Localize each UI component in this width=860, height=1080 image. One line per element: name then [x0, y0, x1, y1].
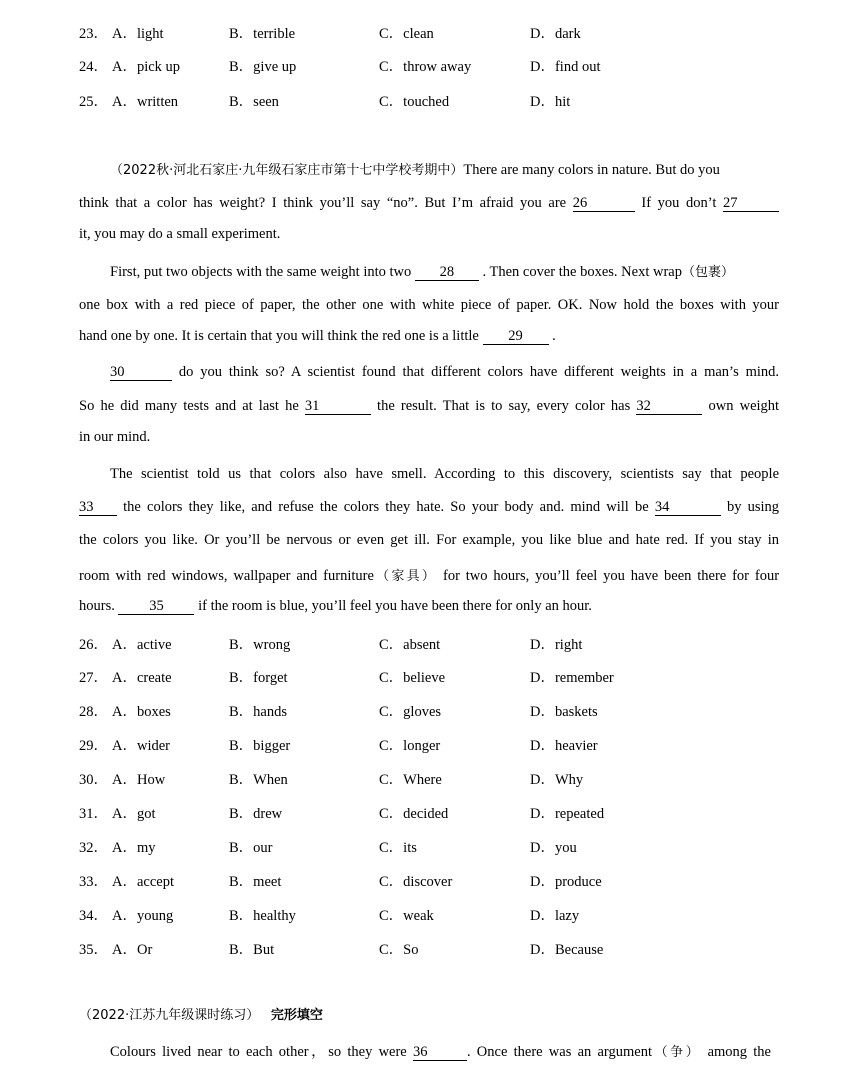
option-b: B．drew	[229, 806, 283, 822]
option-b: B．forget	[229, 670, 288, 686]
option-a: A．young	[112, 908, 174, 924]
blank-34: 34	[655, 500, 721, 516]
section-title: 完形填空	[270, 1008, 323, 1023]
option-a: A．Or	[112, 942, 153, 958]
option-b: B．wrong	[229, 637, 291, 653]
question-number: 28．	[79, 704, 108, 720]
option-c: C．Where	[379, 772, 442, 788]
question-number: 34．	[79, 908, 108, 924]
passage-line	[79, 297, 779, 314]
option-d: D．dark	[530, 26, 581, 42]
question-number: 27．	[79, 670, 108, 686]
question-number: 25．	[79, 94, 108, 110]
passage-text: think that a color has weight? I think you’ll say “no”. But I’m afraid you are	[79, 195, 567, 211]
option-a: A．my	[112, 840, 156, 856]
option-a: A．boxes	[112, 704, 171, 720]
passage-text: hours.	[79, 598, 115, 614]
option-a: A．accept	[112, 874, 174, 890]
option-a: A．pick up	[112, 59, 181, 75]
question-number: 30．	[79, 772, 108, 788]
passage-text: （包裹）	[681, 265, 734, 280]
option-a: A．active	[112, 637, 172, 653]
option-c: C．believe	[379, 670, 446, 686]
passage-line	[79, 565, 779, 585]
passage-text: （争）	[651, 1045, 702, 1060]
option-c: C．decided	[379, 806, 449, 822]
passage-line	[79, 499, 779, 516]
passage-text: First, put two objects with the same weight into two	[110, 264, 412, 280]
passage-text: . Once there was an argument	[466, 1044, 652, 1060]
blank-33: 33	[79, 500, 117, 516]
question-number: 23．	[79, 26, 108, 42]
question-number: 33．	[79, 874, 108, 890]
passage-text: . Then cover the boxes. Next wrap	[482, 264, 682, 280]
option-d: D．Because	[530, 942, 604, 958]
option-c: C．discover	[379, 874, 453, 890]
option-c: C．So	[379, 942, 419, 958]
section-source: （2022·江苏九年级课时练习）	[79, 1008, 260, 1023]
option-d: D．you	[530, 840, 577, 856]
option-d: D．heavier	[530, 738, 598, 754]
option-a: A．got	[112, 806, 156, 822]
passage-text: If you don’t	[641, 195, 717, 211]
blank-27: 27	[723, 196, 779, 212]
passage-text: by using	[726, 499, 780, 515]
option-a: A．create	[112, 670, 172, 686]
option-b: B．bigger	[229, 738, 291, 754]
question-number: 32．	[79, 840, 108, 856]
blank-31: 31	[305, 399, 371, 415]
option-b: B．our	[229, 840, 273, 856]
option-b: B．hands	[229, 704, 287, 720]
passage-line	[110, 466, 779, 483]
option-b: B．When	[229, 772, 288, 788]
passage-line	[79, 195, 779, 212]
passage-line	[79, 398, 779, 415]
question-number: 35．	[79, 942, 108, 958]
passage-text: for two hours, you’ll feel you have been there for four	[442, 568, 780, 584]
option-d: D．right	[530, 637, 583, 653]
option-b: B．But	[229, 942, 275, 958]
blank-30: 30	[110, 365, 172, 381]
option-d: D．Why	[530, 772, 584, 788]
option-b: B．seen	[229, 94, 279, 110]
option-d: D．baskets	[530, 704, 598, 720]
passage-text: it, you may do a small experiment.	[79, 226, 281, 242]
passage-text: So he did many tests and at last he	[79, 398, 299, 414]
option-c: C．its	[379, 840, 417, 856]
passage-line	[79, 328, 779, 345]
passage-text: Colours lived near to each other，so they were	[110, 1044, 407, 1060]
blank-36: 36	[413, 1045, 467, 1061]
passage-text: the colors they like, and refuse the colors they hate. So your body and. mind will be	[123, 499, 649, 515]
option-c: C．longer	[379, 738, 441, 754]
passage-text: （家具）	[373, 569, 438, 584]
option-c: C．touched	[379, 94, 450, 110]
question-number: 31．	[79, 806, 108, 822]
question-number: 24．	[79, 59, 108, 75]
passage-line	[110, 364, 779, 381]
passage-text: do you think so? A scientist found that different colors have different weights in a man’s mind.	[178, 364, 780, 380]
passage-text: room with red windows, wallpaper and furniture	[79, 568, 374, 584]
option-b: B．give up	[229, 59, 297, 75]
passage-source: （2022秋·河北石家庄·九年级石家庄市第十七中学校考期中）	[110, 163, 464, 178]
passage-text: The scientist told us that colors also have smell. According to this discovery, scientists say that people	[110, 466, 779, 482]
option-c: C．absent	[379, 637, 441, 653]
option-c: C．gloves	[379, 704, 442, 720]
option-d: D．lazy	[530, 908, 580, 924]
passage-text: in our mind.	[79, 429, 151, 445]
blank-28: 28	[415, 265, 479, 281]
passage-text: hand one by one. It is certain that you will think the red one is a little	[79, 328, 479, 344]
question-number: 29．	[79, 738, 108, 754]
passage-line	[110, 1040, 771, 1061]
option-d: D．repeated	[530, 806, 605, 822]
passage-line	[110, 261, 779, 281]
passage-text: There are many colors in nature. But do you	[463, 162, 720, 178]
option-a: A．wider	[112, 738, 170, 754]
option-b: B．meet	[229, 874, 282, 890]
option-b: B．terrible	[229, 26, 296, 42]
passage-line	[79, 532, 779, 549]
passage-text: .	[552, 328, 556, 344]
option-d: D．produce	[530, 874, 602, 890]
option-c: C．clean	[379, 26, 434, 42]
blank-32: 32	[636, 399, 702, 415]
option-c: C．throw away	[379, 59, 472, 75]
blank-29: 29	[483, 329, 549, 345]
passage-line	[110, 159, 779, 179]
passage-text: if the room is blue, you’ll feel you have been there for only an hour.	[198, 598, 592, 614]
passage-text: the result. That is to say, every color has	[377, 398, 631, 414]
option-c: C．weak	[379, 908, 434, 924]
blank-35: 35	[118, 599, 194, 615]
passage-text: the colors you like. Or you’ll be nervous or even get ill. For example, you like blue and hate red. If you stay in	[79, 532, 779, 548]
passage-text: own weight	[708, 398, 780, 414]
option-d: D．hit	[530, 94, 571, 110]
blank-26: 26	[573, 196, 635, 212]
option-b: B．healthy	[229, 908, 296, 924]
option-a: A．written	[112, 94, 179, 110]
passage-text: among the	[707, 1044, 771, 1060]
passage-line	[79, 598, 779, 615]
option-d: D．remember	[530, 670, 614, 686]
passage-text: one box with a red piece of paper, the other one with white piece of paper. OK. Now hold the boxes with your	[79, 297, 779, 313]
passage-line	[79, 429, 779, 446]
option-a: A．light	[112, 26, 164, 42]
option-a: A．How	[112, 772, 166, 788]
section-heading	[79, 1004, 779, 1024]
option-d: D．find out	[530, 59, 601, 75]
passage-line	[79, 226, 779, 243]
question-number: 26．	[79, 637, 108, 653]
